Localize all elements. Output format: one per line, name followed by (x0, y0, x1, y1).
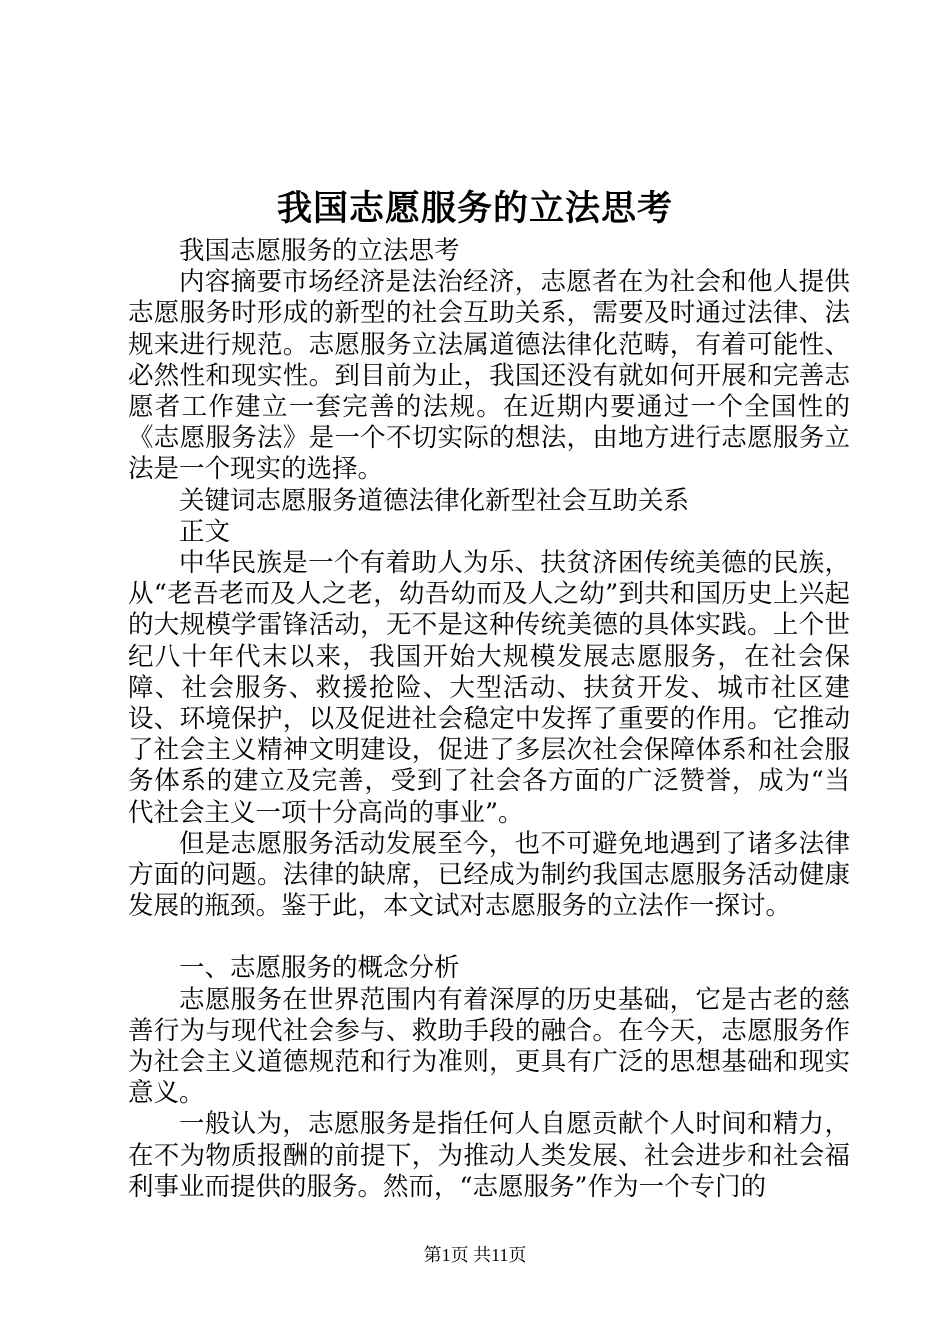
main-text-label: 正文 (179, 516, 231, 547)
body-paragraph: 志愿服务在世界范围内有着深厚的历史基础，它是古老的慈善行为与现代社会参与、救助手段的融合。在今天，志愿服务作为社会主义道德规范和行为准则，更具有广泛的思想基础和现实意义。 (128, 984, 850, 1109)
section-heading: 一、志愿服务的概念分析 (179, 953, 460, 984)
keywords-paragraph: 关键词志愿服务道德法律化新型社会互助关系 (179, 485, 690, 516)
body-paragraph: 但是志愿服务活动发展至今，也不可避免地遇到了诸多法律方面的问题。法律的缺席，已经成为制约我国志愿服务活动健康发展的瓶颈。鉴于此，本文试对志愿服务的立法作一探讨。 (128, 828, 850, 922)
body-paragraph: 一般认为，志愿服务是指任何人自愿贡献个人时间和精力，在不为物质报酬的前提下，为推动人类发展、社会进步和社会福利事业而提供的服务。然而，“志愿服务”作为一个专门的 (128, 1109, 850, 1202)
subtitle-paragraph: 我国志愿服务的立法思考 (179, 236, 460, 266)
page-number-footer: 第1页 共11页 (423, 1245, 527, 1265)
page-title: 我国志愿服务的立法思考 (276, 188, 673, 229)
document-body (128, 236, 850, 1203)
abstract-paragraph: 内容摘要市场经济是法治经济，志愿者在为社会和他人提供志愿服务时形成的新型的社会互助关系，需要及时通过法律、法规来进行规范。志愿服务立法属道德法律化范畴，有着可能性、必然性和现实性。到目前为止，我国还没有就如何开展和完善志愿者工作建立一套完善的法规。在近期内要通过一个全国性的《志愿服务法》是一个不切实际的想法，由地方进行志愿服务立法是一个现实的选择。 (128, 267, 850, 485)
body-paragraph: 中华民族是一个有着助人为乐、扶贫济困传统美德的民族，从“老吾老而及人之老，幼吾幼而及人之幼”到共和国历史上兴起的大规模学雷锋活动，无不是这种传统美德的具体实践。上个世纪八十年代末以来，我国开始大规模发展志愿服务，在社会保障、社会服务、救援抢险、大型活动、扶贫开发、城市社区建设、环境保护，以及促进社会稳定中发挥了重要的作用。它推动了社会主义精神文明建设，促进了多层次社会保障体系和社会服务体系的建立及完善，受到了社会各方面的广泛赞誉，成为“当代社会主义一项十分高尚的事业”。 (128, 548, 850, 828)
